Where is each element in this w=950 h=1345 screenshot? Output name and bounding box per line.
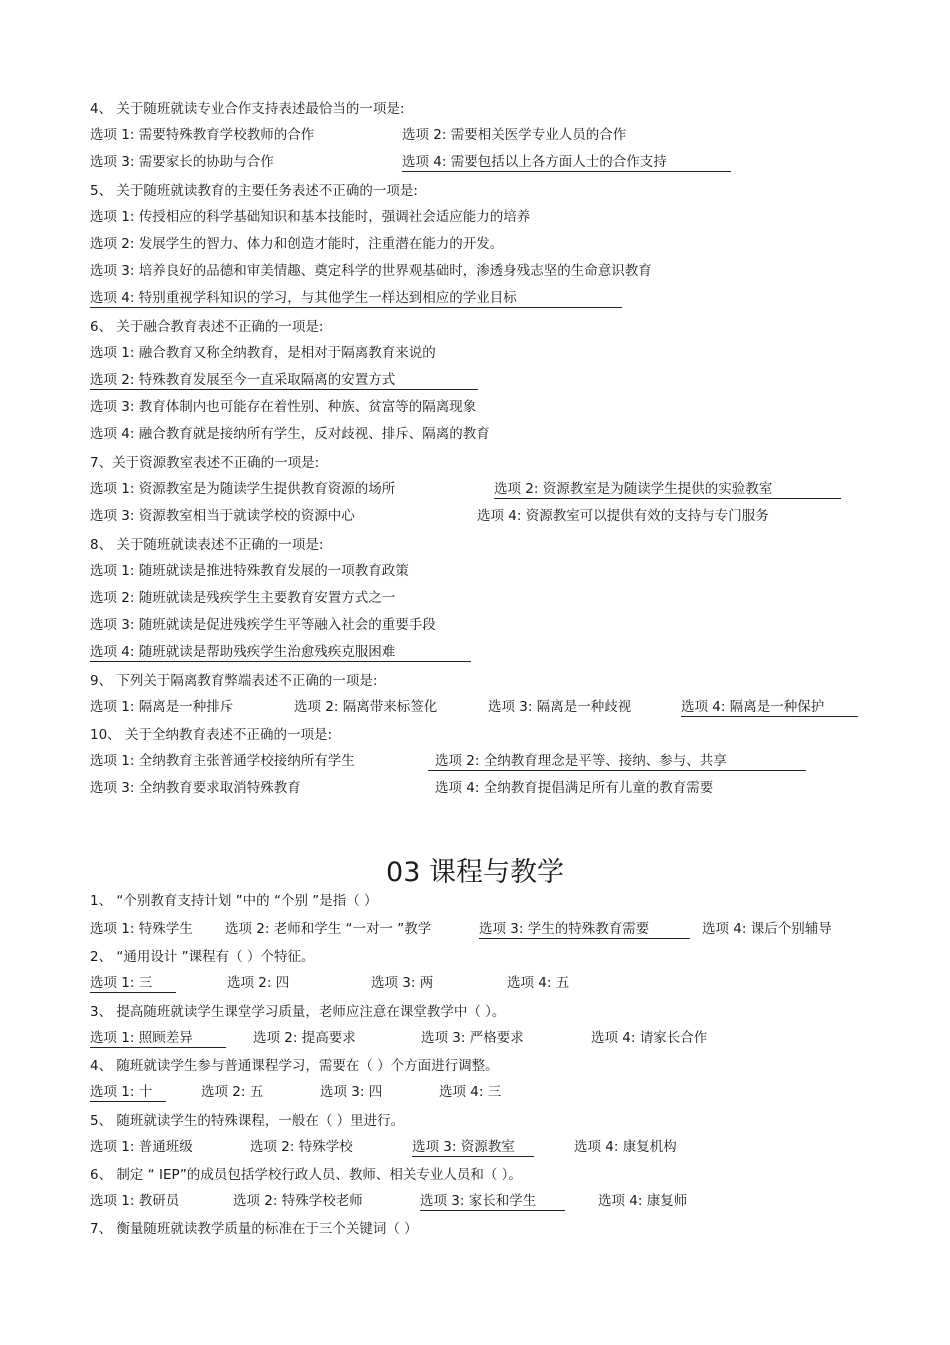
q10-option-3: 选项 3: 全纳教育要求取消特殊教育 — [90, 780, 301, 796]
q8-option-4-answer: 选项 4: 随班就读是帮助残疾学生治愈残疾克服困难 — [90, 643, 471, 662]
q7-option-3: 选项 3: 资源教室相当于就读学校的资源中心 — [90, 508, 355, 524]
c1-option-2: 选项 2: 老师和学生 “一对一 ”教学 — [225, 921, 432, 937]
q5-option-3: 选项 3: 培养良好的品德和审美情趣、奠定科学的世界观基础时，渗透身残志坚的生命意识教育 — [90, 263, 652, 279]
q7-option-2-answer: 选项 2: 资源教室是为随读学生提供的实验教室 — [494, 480, 841, 499]
q10-option-1: 选项 1: 全纳教育主张普通学校接纳所有学生 — [90, 753, 355, 769]
q4-stem: 4、 关于随班就读专业合作支持表述最恰当的一项是: — [90, 101, 405, 117]
q9-stem: 9、 下列关于隔离教育弊端表述不正确的一项是: — [90, 673, 378, 689]
c5-stem: 5、 随班就读学生的特殊课程，一般在（ ）里进行。 — [90, 1113, 405, 1129]
c3-option-1-answer: 选项 1: 照顾差异 — [90, 1029, 226, 1048]
c5-option-2: 选项 2: 特殊学校 — [250, 1139, 353, 1155]
c2-option-2: 选项 2: 四 — [227, 975, 290, 991]
c2-option-3: 选项 3: 两 — [371, 975, 434, 991]
c5-option-1: 选项 1: 普通班级 — [90, 1139, 193, 1155]
c5-option-4: 选项 4: 康复机构 — [574, 1139, 677, 1155]
c2-stem: 2、 “通用设计 ”课程有（ ）个特征。 — [90, 949, 315, 965]
c4-stem: 4、 随班就读学生参与普通课程学习，需要在（ ）个方面进行调整。 — [90, 1058, 499, 1074]
q5-option-1: 选项 1: 传授相应的科学基础知识和基本技能时，强调社会适应能力的培养 — [90, 209, 531, 225]
q9-option-2: 选项 2: 隔离带来标签化 — [294, 699, 438, 715]
c2-option-1-answer: 选项 1: 三 — [90, 974, 176, 993]
c1-option-3-answer: 选项 3: 学生的特殊教育需要 — [479, 920, 690, 939]
q4-option-2: 选项 2: 需要相关医学专业人员的合作 — [402, 127, 627, 143]
q8-stem: 8、 关于随班就读表述不正确的一项是: — [90, 537, 324, 553]
q5-option-2: 选项 2: 发展学生的智力、体力和创造才能时，注重潜在能力的开发。 — [90, 236, 504, 252]
c1-option-4: 选项 4: 课后个别辅导 — [702, 921, 832, 937]
q9-option-1: 选项 1: 隔离是一种排斥 — [90, 699, 234, 715]
c2-option-4: 选项 4: 五 — [507, 975, 570, 991]
c4-option-2: 选项 2: 五 — [201, 1084, 264, 1100]
q4-option-1: 选项 1: 需要特殊教育学校教师的合作 — [90, 127, 315, 143]
c6-option-3-answer: 选项 3: 家长和学生 — [420, 1192, 565, 1211]
q7-stem: 7、关于资源教室表述不正确的一项是: — [90, 455, 320, 471]
c7-stem: 7、 衡量随班就读教学质量的标准在于三个关键词（ ） — [90, 1221, 418, 1237]
q9-option-3: 选项 3: 隔离是一种歧视 — [488, 699, 632, 715]
q10-stem: 10、 关于全纳教育表述不正确的一项是: — [90, 727, 333, 743]
section-title: 03 课程与教学 — [386, 857, 564, 888]
c6-stem: 6、 制定 “ IEP”的成员包括学校行政人员、教师、相关专业人员和（ ）。 — [90, 1167, 522, 1183]
q6-option-4: 选项 4: 融合教育就是接纳所有学生，反对歧视、排斥、隔离的教育 — [90, 426, 490, 442]
c1-option-1: 选项 1: 特殊学生 — [90, 921, 193, 937]
c3-option-4: 选项 4: 请家长合作 — [591, 1030, 708, 1046]
c6-option-1: 选项 1: 教研员 — [90, 1193, 180, 1209]
c4-option-1-answer: 选项 1: 十 — [90, 1083, 166, 1102]
q5-stem: 5、 关于随班就读教育的主要任务表述不正确的一项是: — [90, 183, 418, 199]
q10-option-4: 选项 4: 全纳教育提倡满足所有儿童的教育需要 — [435, 780, 714, 796]
c1-stem: 1、 “个别教育支持计划 ”中的 “个别 ”是指（ ） — [90, 893, 378, 909]
q10-option-2-answer: 选项 2: 全纳教育理念是平等、接纳、参与、共享 — [428, 752, 806, 771]
q8-option-1: 选项 1: 随班就读是推进特殊教育发展的一项教育政策 — [90, 563, 409, 579]
c6-option-4: 选项 4: 康复师 — [598, 1193, 688, 1209]
q7-option-1: 选项 1: 资源教室是为随读学生提供教育资源的场所 — [90, 481, 396, 497]
q4-option-3: 选项 3: 需要家长的协助与合作 — [90, 154, 274, 170]
c3-stem: 3、 提高随班就读学生课堂学习质量，老师应注意在课堂教学中（ ）。 — [90, 1004, 506, 1020]
q4-option-4-answer: 选项 4: 需要包括以上各方面人士的合作支持 — [402, 153, 731, 172]
c4-option-3: 选项 3: 四 — [320, 1084, 383, 1100]
q9-option-4-answer: 选项 4: 隔离是一种保护 — [681, 698, 858, 717]
c4-option-4: 选项 4: 三 — [439, 1084, 502, 1100]
q7-option-4: 选项 4: 资源教室可以提供有效的支持与专门服务 — [477, 508, 769, 524]
c3-option-3: 选项 3: 严格要求 — [421, 1030, 524, 1046]
q5-option-4-answer: 选项 4: 特别重视学科知识的学习，与其他学生一样达到相应的学业目标 — [90, 289, 622, 308]
q8-option-3: 选项 3: 随班就读是促进残疾学生平等融入社会的重要手段 — [90, 617, 436, 633]
q6-option-1: 选项 1: 融合教育又称全纳教育，是相对于隔离教育来说的 — [90, 345, 436, 361]
c5-option-3-answer: 选项 3: 资源教室 — [412, 1138, 534, 1157]
c3-option-2: 选项 2: 提高要求 — [253, 1030, 356, 1046]
q8-option-2: 选项 2: 随班就读是残疾学生主要教育安置方式之一 — [90, 590, 396, 606]
c6-option-2: 选项 2: 特殊学校老师 — [233, 1193, 363, 1209]
q6-option-3: 选项 3: 教育体制内也可能存在着性别、种族、贫富等的隔离现象 — [90, 399, 477, 415]
q6-stem: 6、 关于融合教育表述不正确的一项是: — [90, 319, 324, 335]
q6-option-2-answer: 选项 2: 特殊教育发展至今一直采取隔离的安置方式 — [90, 371, 478, 390]
